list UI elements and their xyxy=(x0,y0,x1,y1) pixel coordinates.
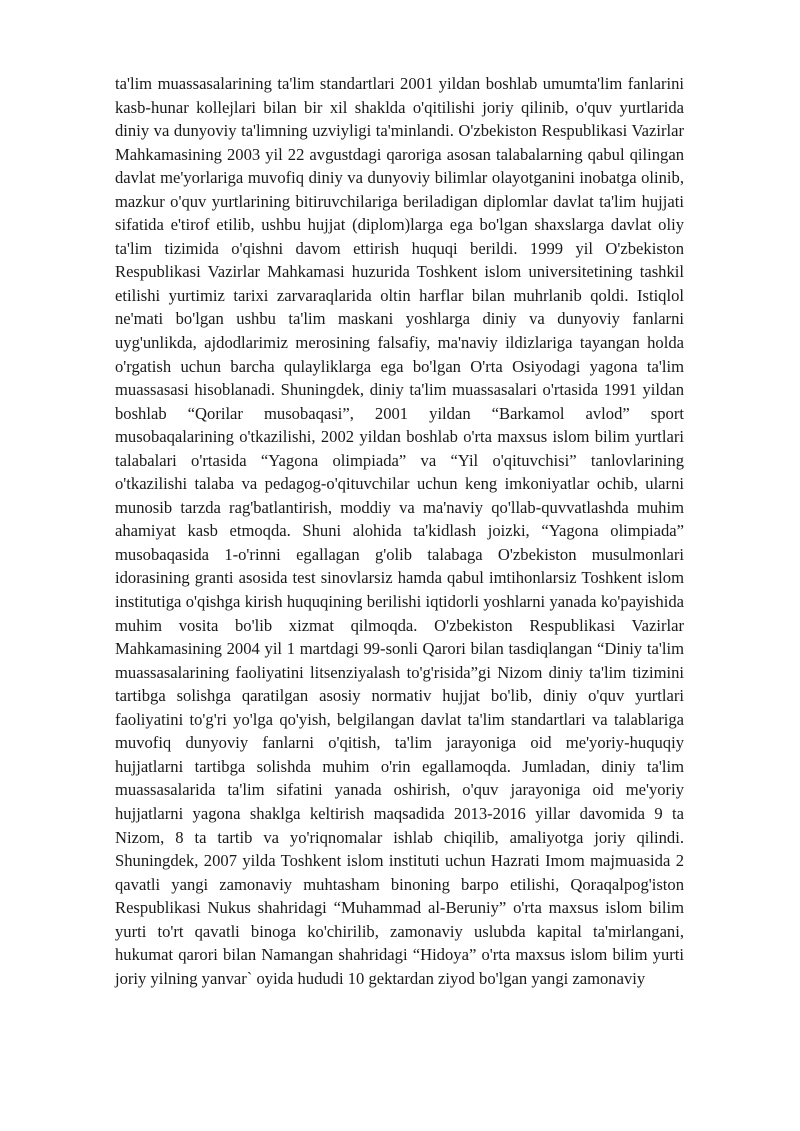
body-paragraph: ta'lim muassasalarining ta'lim standartlari 2001 yildan boshlab umumta'lim fanlarini kasb-hunar kollejlari bilan bir xil shaklda o'qitilishi joriy qilinib, o'quv yurtlarida diniy va dunyoviy ta'limning uzviyligi ta'minlandi. O'zbekiston Respublikasi Vazirlar Mahkamasining 2003 yil 22 avgustdagi qaroriga asosan talabalarning qabul qilingan davlat me'yorlariga muvofiq diniy va dunyoviy bilimlar olayotganini inobatga olinib, mazkur o'quv yurtlarining bitiruvchilariga beriladigan diplomlar davlat ta'lim hujjati sifatida e'tirof etilib, ushbu hujjat (diplom)larga ega bo'lgan shaxslarga davlat oliy ta'lim tizimida o'qishni davom ettirish huquqi berildi. 1999 yil O'zbekiston Respublikasi Vazirlar Mahkamasi huzurida Toshkent islom universitetining tashkil etilishi yurtimiz tarixi zarvaraqlarida oltin harflar bilan muhrlanib qoldi. Istiqlol ne'mati bo'lgan ushbu ta'lim maskani yoshlarga diniy va dunyoviy fanlarni uyg'unlikda, ajdodlarimiz merosining falsafiy, ma'naviy ildizlariga tayangan holda o'rgatish uchun barcha qulayliklarga ega bo'lgan O'rta Osiyodagi yagona ta'lim muassasasi hisoblanadi. Shuningdek, diniy ta'lim muassasalari o'rtasida 1991 yildan boshlab “Qorilar musobaqasi”, 2001 yildan “Barkamol avlod” sport musobaqalarining o'tkazilishi, 2002 yildan boshlab o'rta maxsus islom bilim yurtlari talabalari o'rtasida “Yagona olimpiada” va “Yil o'qituvchisi” tanlovlarining o'tkazilishi talaba va pedagog-o'qituvchilar uchun keng imkoniyatlar ochib, ularni munosib tarzda rag'batlantirish, moddiy va ma'naviy qo'llab-quvvatlashda muhim ahamiyat kasb etmoqda. Shuni alohida ta'kidlash joizki, “Yagona olimpiada” musobaqasida 1-o'rinni egallagan g'olib talabaga O'zbekiston musulmonlari idorasining granti asosida test sinovlarsiz hamda qabul imtihonlarsiz Toshkent islom institutiga o'qishga kirish huquqining berilishi iqtidorli yoshlarni yanada ko'payishida muhim vosita bo'lib xizmat qilmoqda. O'zbekiston Respublikasi Vazirlar Mahkamasining 2004 yil 1 martdagi 99-sonli Qarori bilan tasdiqlangan “Diniy ta'lim muassasalarining faoliyatini litsenziyalash to'g'risida”gi Nizom diniy ta'lim tizimini tartibga solishga qaratilgan asosiy normativ hujjat bo'lib, diniy o'quv yurtlari faoliyatini to'g'ri yo'lga qo'yish, belgilangan davlat ta'lim standartlari va talablariga muvofiq dunyoviy fanlarni o'qitish, ta'lim jarayoniga oid me'yoriy-huquqiy hujjatlarni tartibga solishda muhim o'rin egallamoqda. Jumladan, diniy ta'lim muassasalarida ta'lim sifatini yanada oshirish, o'quv jarayoniga oid me'yoriy hujjatlarni yagona shaklga keltirish maqsadida 2013-2016 yillar davomida 9 ta Nizom, 8 ta tartib va yo'riqnomalar ishlab chiqilib, amaliyotga joriy qilindi. Shuningdek, 2007 yilda Toshkent islom instituti uchun Hazrati Imom majmuasida 2 qavatli yangi zamonaviy muhtasham binoning barpo etilishi, Qoraqalpog'iston Respublikasi Nukus shahridagi “Muhammad al-Beruniy” o'rta maxsus islom bilim yurti to'rt qavatli binoga ko'chirilib, zamonaviy uslubda kapital ta'mirlangani, hukumat qarori bilan Namangan shahridagi “Hidoya” o'rta maxsus islom bilim yurti joriy yilning yanvar` oyida hududi 10 gektardan ziyod bo'lgan yangi zamonaviy xyxy=(115,74,684,988)
document-page xyxy=(115,72,684,990)
